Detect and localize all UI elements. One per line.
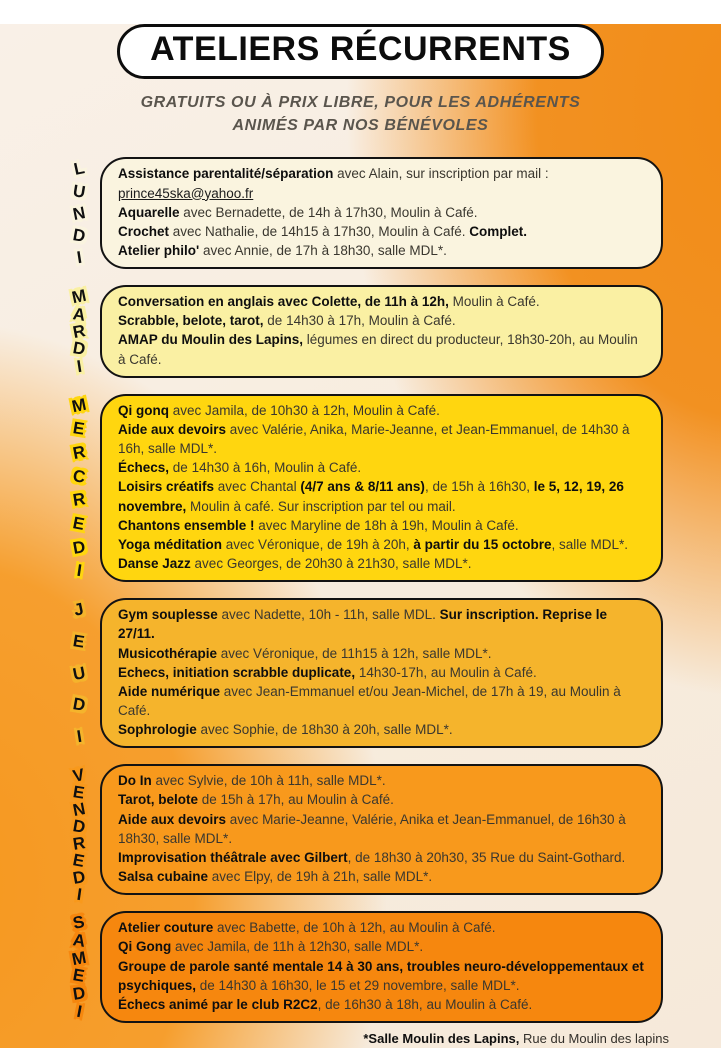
workshop-title: AMAP du Moulin des Lapins,: [118, 332, 304, 348]
day-letter: N: [71, 799, 87, 821]
day-section-mercredi: [60, 394, 663, 582]
day-letter: E: [71, 512, 87, 534]
footnote-room: *Salle Moulin des Lapins,: [363, 1031, 520, 1046]
day-letter: R: [71, 489, 87, 511]
day-letter: E: [71, 782, 87, 804]
day-label: [58, 159, 100, 267]
day-letter: L: [71, 158, 87, 180]
workshop-detail: légumes en direct du producteur, 18h30-20h, au Moulin à Café.: [118, 332, 638, 367]
workshop-title: Échecs,: [118, 460, 170, 476]
day-letter: C: [71, 465, 87, 487]
day-letter: R: [71, 320, 87, 342]
workshop-title: (4/7 ans & 8/11 ans): [300, 479, 425, 495]
subtitle-line-2: ANIMÉS PAR NOS BÉNÉVOLES: [232, 117, 489, 135]
day-letter: D: [71, 338, 87, 360]
workshop-title: Danse Jazz: [118, 556, 191, 572]
workshop-entry: [118, 720, 645, 739]
workshop-detail: Moulin à café. Sur inscription par tel ou mail.: [186, 498, 456, 514]
day-card: [100, 285, 663, 378]
workshop-detail: avec Jean-Emmanuel et/ou Jean-Michel, de 17h à 19, au Moulin à Café.: [118, 683, 621, 718]
day-letter: D: [71, 225, 87, 246]
workshop-entry: [118, 554, 645, 573]
day-letter: E: [71, 631, 87, 652]
subtitle-line-1: GRATUITS OU À PRIX LIBRE, POUR LES ADHÉRENTS: [140, 94, 581, 111]
day-section-vendredi: [60, 764, 663, 905]
workshop-entry: [118, 330, 645, 368]
workshop-entry: [118, 771, 645, 790]
day-letter: U: [71, 662, 87, 684]
day-letter: J: [72, 599, 86, 620]
flyer-poster: [0, 24, 721, 1048]
workshop-title: Chantons ensemble !: [118, 517, 255, 533]
workshop-title: Scrabble, belote, tarot,: [118, 313, 264, 329]
day-letter: S: [71, 912, 87, 934]
workshop-entry: [118, 937, 645, 956]
day-letter: D: [71, 694, 87, 716]
workshop-detail: de 14h30 à 17h, Moulin à Café.: [263, 313, 456, 329]
workshop-title: Groupe de parole santé mentale 14 à 30 ans, troubles neuro-développementaux et psychiques,: [118, 958, 644, 993]
workshop-entry: [118, 477, 645, 515]
page-title: ATELIERS RÉCURRENTS: [117, 24, 604, 79]
workshop-title: Aquarelle: [118, 204, 180, 220]
day-letter: R: [71, 833, 87, 855]
workshop-entry: [118, 535, 645, 554]
workshop-detail: avec Bernadette, de 14h à 17h30, Moulin à Café.: [179, 204, 478, 220]
workshop-detail: avec Chantal: [214, 479, 301, 495]
workshop-detail: avec Babette, de 10h à 12h, au Moulin à Café.: [213, 920, 496, 936]
day-letter: D: [71, 536, 87, 558]
workshop-detail: , de 15h à 16h30,: [424, 479, 534, 495]
workshop-detail: avec Georges, de 20h30 à 21h30, salle MDL*.: [190, 556, 472, 572]
workshop-detail: avec Nadette, 10h - 11h, salle MDL.: [217, 607, 440, 623]
day-section-mardi: [60, 285, 663, 378]
workshop-title: Sophrologie: [118, 722, 197, 738]
day-letter: E: [71, 850, 87, 872]
workshop-entry: [118, 458, 645, 477]
workshop-entry: [118, 957, 645, 995]
day-letter: A: [71, 930, 87, 951]
workshop-title: Loisirs créatifs: [118, 479, 215, 495]
day-letter: I: [75, 726, 83, 747]
workshop-title: Yoga méditation: [118, 536, 223, 552]
workshop-entry: [118, 995, 645, 1014]
workshop-detail: avec Alain, sur inscription par mail :: [333, 166, 549, 182]
footnote-address: Rue du Moulin des lapins: [519, 1031, 669, 1046]
workshop-entry: [118, 516, 645, 535]
workshop-detail: avec Elpy, de 19h à 21h, salle MDL*.: [208, 869, 433, 885]
workshop-title: Aide aux devoirs: [118, 811, 227, 827]
workshop-entry: [118, 663, 645, 682]
day-letter: I: [75, 885, 83, 905]
day-letter: M: [70, 285, 88, 308]
day-letter: M: [70, 394, 88, 417]
workshop-entry: [118, 810, 645, 848]
workshop-title: Complet.: [469, 223, 527, 239]
workshop-title: Assistance parentalité/séparation: [118, 166, 334, 182]
workshop-detail: 14h30-17h, au Moulin à Café.: [355, 664, 537, 680]
workshop-title: Echecs, initiation scrabble duplicate,: [118, 664, 356, 680]
workshop-entry: [118, 848, 645, 867]
workshop-title: Musicothérapie: [118, 645, 218, 661]
workshop-detail: de 14h30 à 16h, Moulin à Café.: [169, 460, 362, 476]
workshop-entry: [118, 918, 645, 937]
workshop-title: Aide numérique: [118, 683, 221, 699]
day-card: [100, 764, 663, 895]
workshop-detail: avec Jamila, de 11h à 12h30, salle MDL*.: [171, 939, 424, 955]
workshop-entry: [118, 292, 645, 311]
workshop-entry: [118, 203, 645, 222]
workshop-detail: , de 16h30 à 18h, au Moulin à Café.: [317, 996, 533, 1012]
day-section-jeudi: [60, 598, 663, 748]
workshop-detail: avec Marie-Jeanne, Valérie, Anika et Jean-Emmanuel, de 16h30 à 18h30, salle MDL*.: [118, 811, 626, 846]
day-letter: I: [74, 1001, 84, 1022]
workshop-title: Qi gonq: [118, 402, 169, 418]
workshop-entry: [118, 241, 645, 260]
day-label: [58, 396, 100, 580]
workshop-title: Échecs animé par le club R2C2: [118, 996, 318, 1012]
day-sections: [60, 157, 663, 1023]
workshop-detail: avec Annie, de 17h à 18h30, salle MDL*.: [199, 243, 447, 258]
day-card: [100, 911, 663, 1023]
workshop-entry: [118, 867, 645, 886]
workshop-entry: [118, 420, 645, 458]
workshop-entry: [118, 790, 645, 809]
workshop-title: Sur inscription. Reprise le 27/11.: [118, 607, 607, 642]
workshop-detail: , salle MDL*.: [551, 536, 628, 552]
day-letter: N: [71, 202, 87, 224]
workshop-title: Conversation en anglais avec Colette, de 11h à 12h,: [118, 294, 449, 310]
workshop-entry: [118, 222, 645, 241]
day-section-samedi: [60, 911, 663, 1023]
day-letter: D: [71, 867, 87, 889]
workshop-entry: [118, 164, 645, 202]
day-letter: M: [70, 947, 88, 969]
workshop-detail: avec Véronique, de 19h à 20h,: [222, 536, 414, 552]
workshop-detail: avec Sylvie, de 10h à 11h, salle MDL*.: [151, 773, 386, 789]
workshop-title: à partir du 15 octobre: [413, 536, 552, 552]
workshop-title: Salsa cubaine: [118, 869, 209, 885]
day-letter: I: [75, 247, 83, 268]
workshop-entry: [118, 644, 645, 663]
workshop-detail: de 15h à 17h, au Moulin à Café.: [198, 792, 394, 808]
workshop-detail: avec Jamila, de 10h30 à 12h, Moulin à Café.: [169, 402, 440, 418]
workshop-detail: Moulin à Café.: [448, 294, 540, 310]
day-letter: A: [71, 303, 87, 325]
workshop-title: Tarot, belote: [118, 792, 199, 808]
day-letter: R: [71, 442, 87, 464]
workshop-entry: [118, 401, 645, 420]
email-link[interactable]: prince45ska@yahoo.fr: [118, 185, 254, 201]
day-letter: I: [75, 560, 83, 581]
day-letter: D: [71, 983, 87, 1005]
workshop-detail: avec Nathalie, de 14h15 à 17h30, Moulin à Café.: [169, 223, 470, 239]
day-label: [58, 913, 100, 1021]
workshop-entry: [118, 682, 645, 720]
day-letter: E: [71, 965, 87, 987]
day-card: [100, 157, 663, 269]
footnote: [0, 1031, 721, 1046]
workshop-title: Aide aux devoirs: [118, 421, 227, 437]
workshop-title: Atelier couture: [118, 920, 214, 936]
day-letter: U: [71, 180, 87, 202]
workshop-title: Gym souplesse: [118, 607, 218, 623]
day-card: [100, 598, 663, 748]
day-letter: E: [71, 418, 87, 440]
workshop-entry: [118, 605, 645, 643]
day-letter: D: [71, 816, 87, 838]
workshop-title: Crochet: [118, 223, 170, 239]
workshop-detail: avec Maryline de 18h à 19h, Moulin à Café.: [254, 517, 519, 533]
workshop-detail: avec Véronique, de 11h15 à 12h, salle MDL*.: [217, 645, 492, 661]
workshop-title: Improvisation théâtrale avec Gilbert: [118, 849, 348, 865]
workshop-title: Qi Gong: [118, 939, 172, 955]
day-label: [58, 287, 100, 376]
workshop-detail: de 14h30 à 16h30, le 15 et 29 novembre, salle MDL*.: [196, 977, 520, 993]
day-label: [58, 600, 100, 746]
workshop-detail: avec Sophie, de 18h30 à 20h, salle MDL*.: [196, 722, 453, 738]
day-letter: V: [71, 765, 87, 787]
day-card: [100, 394, 663, 582]
workshop-title: Do In: [118, 773, 152, 789]
workshop-title: le 5, 12, 19, 26 novembre,: [118, 479, 624, 514]
workshop-entry: [118, 311, 645, 330]
day-label: [58, 765, 100, 905]
day-section-lundi: [60, 157, 663, 269]
subtitle: [0, 91, 721, 137]
workshop-detail: , de 18h30 à 20h30, 35 Rue du Saint-Gothard.: [347, 849, 626, 865]
day-letter: I: [75, 356, 83, 377]
workshop-title: Atelier philo': [118, 243, 200, 258]
workshop-detail: avec Valérie, Anika, Marie-Jeanne, et Jean-Emmanuel, de 14h30 à 16h, salle MDL*.: [118, 421, 630, 457]
